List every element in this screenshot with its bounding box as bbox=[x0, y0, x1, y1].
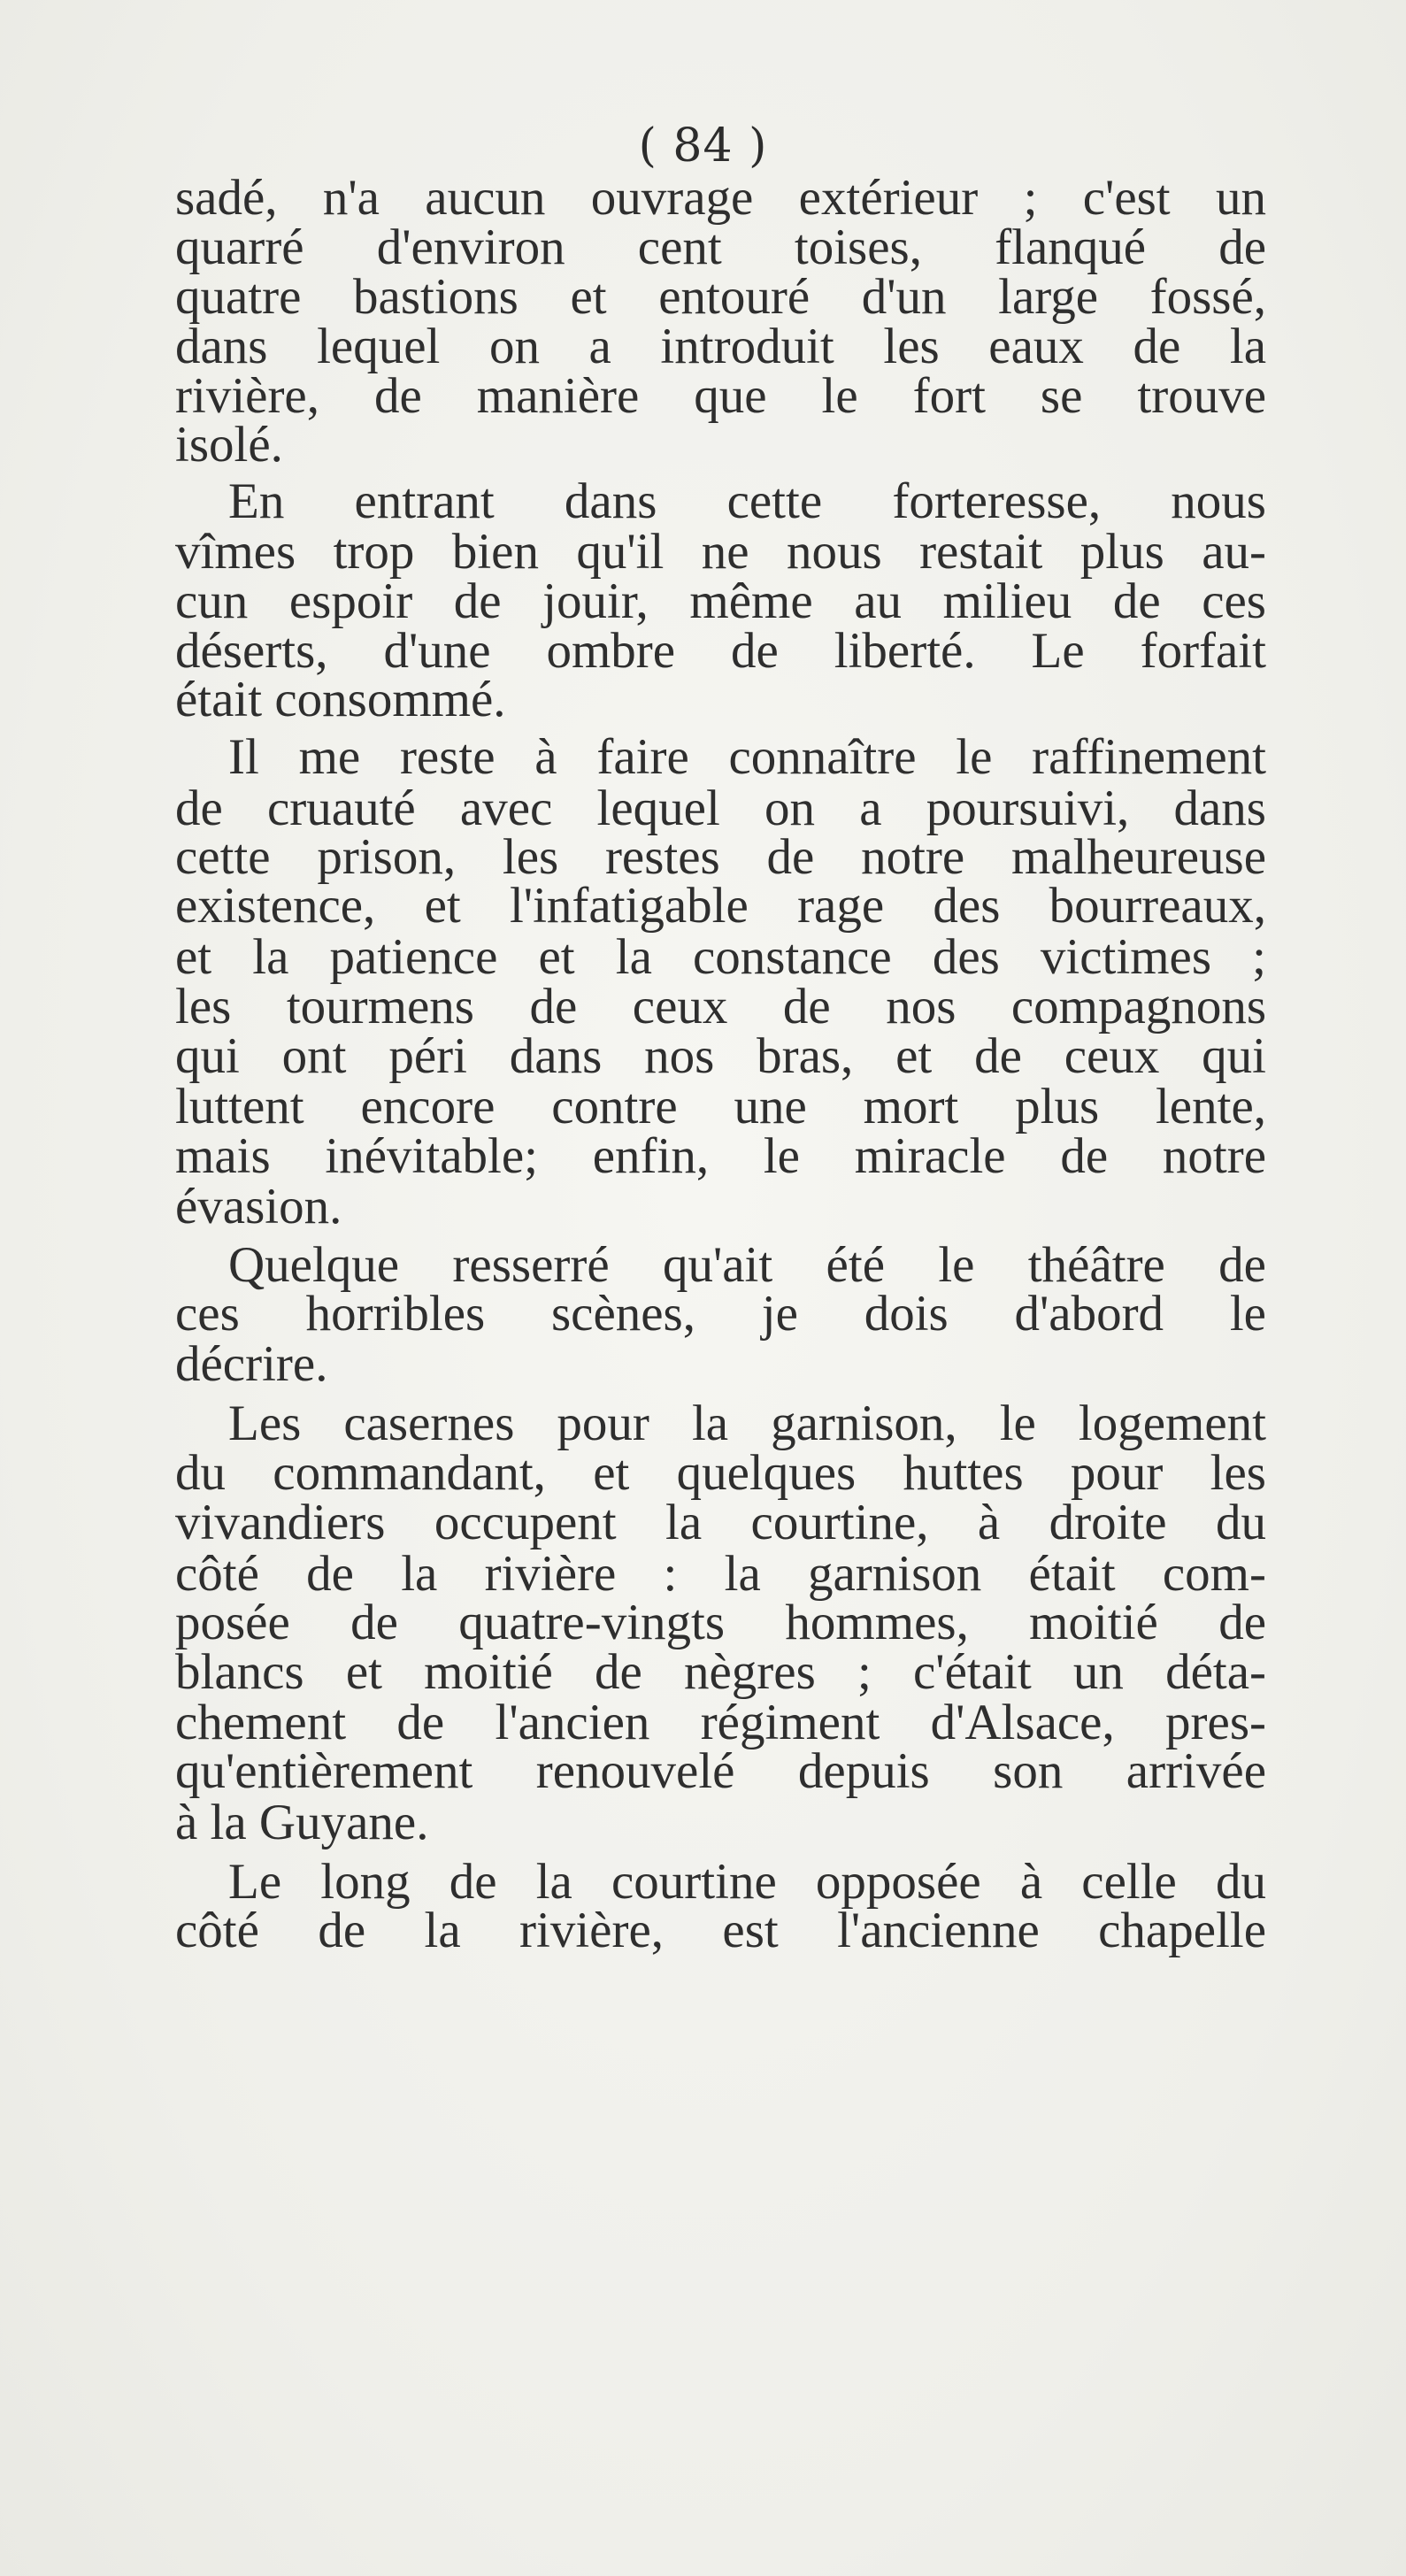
text-line: En entrant dans cette forteresse, nous bbox=[228, 473, 1266, 529]
text-line: cun espoir de jouir, même au milieu de ces bbox=[175, 573, 1266, 629]
text-line: était consommé. bbox=[175, 672, 506, 727]
text-line: les tourmens de ceux de nos compagnons bbox=[175, 979, 1266, 1034]
text-line: cette prison, les restes de notre malheureuse bbox=[175, 829, 1266, 885]
text-line: Il me reste à faire connaître le raffinement bbox=[228, 729, 1266, 785]
text-line: quarré d'environ cent toises, flanqué de bbox=[175, 219, 1266, 275]
text-line: vivandiers occupent la courtine, à droite du bbox=[175, 1495, 1266, 1550]
text-line: qu'entièrement renouvelé depuis son arrivée bbox=[175, 1743, 1266, 1799]
text-line: rivière, de manière que le fort se trouve bbox=[175, 368, 1266, 424]
text-line: du commandant, et quelques huttes pour les bbox=[175, 1445, 1266, 1501]
text-line: mais inévitable; enfin, le miracle de notre bbox=[175, 1128, 1266, 1184]
text-line: quatre bastions et entouré d'un large fossé, bbox=[175, 269, 1266, 325]
text-line: Quelque resserré qu'ait été le théâtre de bbox=[228, 1237, 1266, 1293]
text-line: luttent encore contre une mort plus lente, bbox=[175, 1079, 1266, 1134]
text-line: existence, et l'infatigable rage des bourreaux, bbox=[175, 878, 1266, 934]
text-line: posée de quatre-vingts hommes, moitié de bbox=[175, 1595, 1266, 1650]
text-line: côté de la rivière : la garnison était com- bbox=[175, 1546, 1266, 1602]
page-number: ( 84 ) bbox=[638, 119, 768, 173]
text-line: côté de la rivière, est l'ancienne chapelle bbox=[175, 1903, 1266, 1958]
text-line: isolé. bbox=[175, 417, 283, 473]
text-line: qui ont péri dans nos bras, et de ceux qui bbox=[175, 1028, 1266, 1084]
text-line: à la Guyane. bbox=[175, 1795, 429, 1850]
text-line: décrire. bbox=[175, 1336, 328, 1392]
text-line: vîmes trop bien qu'il ne nous restait plus au- bbox=[175, 524, 1266, 580]
text-line: dans lequel on a introduit les eaux de la bbox=[175, 319, 1266, 374]
text-line: Le long de la courtine opposée à celle du bbox=[228, 1854, 1266, 1910]
text-line: chement de l'ancien régiment d'Alsace, pres- bbox=[175, 1695, 1266, 1750]
text-line: Les casernes pour la garnison, le logement bbox=[228, 1396, 1266, 1451]
text-line: déserts, d'une ombre de liberté. Le forfait bbox=[175, 623, 1266, 679]
text-line: sadé, n'a aucun ouvrage extérieur ; c'est un bbox=[175, 170, 1266, 226]
text-line: blancs et moitié de nègres ; c'était un déta- bbox=[175, 1644, 1266, 1700]
text-line: et la patience et la constance des victimes ; bbox=[175, 929, 1266, 985]
text-line: évasion. bbox=[175, 1179, 342, 1234]
text-line: ces horribles scènes, je dois d'abord le bbox=[175, 1286, 1266, 1342]
text-line: de cruauté avec lequel on a poursuivi, dans bbox=[175, 780, 1266, 836]
